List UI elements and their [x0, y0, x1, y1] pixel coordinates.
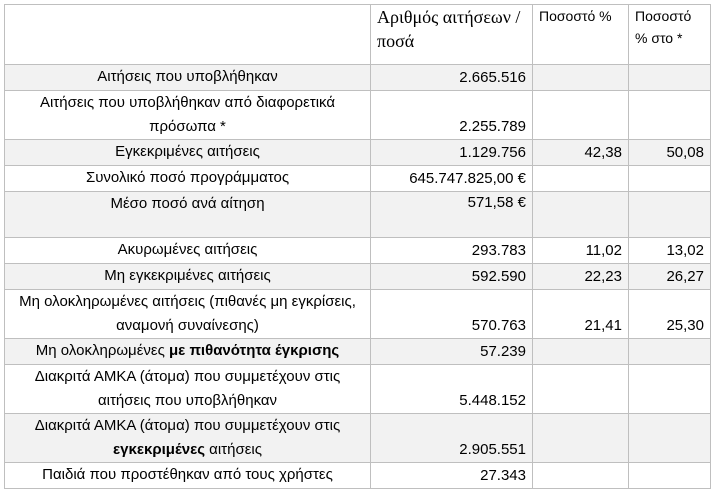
row-percent — [533, 414, 629, 463]
table-row — [5, 339, 711, 365]
header-count: Αριθμός αιτήσεων /ποσά — [371, 5, 533, 65]
row-label: Αιτήσεις που υποβλήθηκαν από διαφορετικά πρόσωπα * — [5, 91, 371, 140]
header-row — [5, 5, 711, 65]
row-value: 293.783 — [371, 238, 533, 264]
row-percent-of — [629, 166, 711, 192]
row-value: 2.665.516 — [371, 65, 533, 91]
row-percent — [533, 463, 629, 489]
table-row — [5, 91, 711, 140]
table-row — [5, 238, 711, 264]
row-value: 57.239 — [371, 339, 533, 365]
row-label-bold: εγκεκριμένες — [113, 441, 205, 458]
row-percent — [533, 339, 629, 365]
row-percent-of: 13,02 — [629, 238, 711, 264]
row-percent: 11,02 — [533, 238, 629, 264]
row-label-text: Διακριτά ΑΜΚΑ (άτομα) που συμμετέχουν στις — [34, 417, 341, 434]
row-label: Μέσο ποσό ανά αίτηση — [5, 192, 371, 238]
row-percent-of — [629, 365, 711, 414]
row-percent — [533, 365, 629, 414]
row-percent-of — [629, 339, 711, 365]
row-label: Μη εγκεκριμένες αιτήσεις — [5, 264, 371, 290]
row-percent — [533, 65, 629, 91]
row-label: Συνολικό ποσό προγράμματος — [5, 166, 371, 192]
row-percent: 22,23 — [533, 264, 629, 290]
row-label — [5, 414, 371, 463]
table-row — [5, 264, 711, 290]
row-value: 5.448.152 — [371, 365, 533, 414]
row-label: Ακυρωμένες αιτήσεις — [5, 238, 371, 264]
row-value: 570.763 — [371, 290, 533, 339]
row-value: 645.747.825,00 € — [371, 166, 533, 192]
table-row — [5, 365, 711, 414]
header-empty-cell — [5, 5, 371, 65]
row-label: Διακριτά ΑΜΚΑ (άτομα) που συμμετέχουν στις αιτήσεις που υποβλήθηκαν — [5, 365, 371, 414]
table-row — [5, 65, 711, 91]
row-percent-of — [629, 414, 711, 463]
row-label: Εγκεκριμένες αιτήσεις — [5, 140, 371, 166]
row-percent-of: 26,27 — [629, 264, 711, 290]
row-label: Αιτήσεις που υποβλήθηκαν — [5, 65, 371, 91]
row-label-bold: με πιθανότητα έγκρισης — [168, 342, 340, 359]
row-value-text: 571,58 € — [467, 194, 526, 211]
table-row — [5, 414, 711, 463]
row-percent: 42,38 — [533, 140, 629, 166]
row-value — [371, 192, 533, 238]
row-percent-of — [629, 91, 711, 140]
row-percent — [533, 166, 629, 192]
row-percent-of: 50,08 — [629, 140, 711, 166]
row-percent-of — [629, 463, 711, 489]
table-row — [5, 290, 711, 339]
table-row — [5, 192, 711, 238]
row-label-text: Μη ολοκληρωμένες — [35, 342, 169, 359]
row-label: Παιδιά που προστέθηκαν από τους χρήστες — [5, 463, 371, 489]
header-percent: Ποσοστό % — [533, 5, 629, 65]
row-percent-of: 25,30 — [629, 290, 711, 339]
row-value: 2.905.551 — [371, 414, 533, 463]
row-value: 27.343 — [371, 463, 533, 489]
row-percent-of — [629, 192, 711, 238]
header-percent-of: Ποσοστό % στο * — [629, 5, 711, 65]
table-row — [5, 463, 711, 489]
table-row — [5, 166, 711, 192]
row-value: 2.255.789 — [371, 91, 533, 140]
row-percent — [533, 192, 629, 238]
row-label — [5, 339, 371, 365]
row-percent: 21,41 — [533, 290, 629, 339]
row-label: Μη ολοκληρωμένες αιτήσεις (πιθανές μη εγκρίσεις, αναμονή συναίνεσης) — [5, 290, 371, 339]
row-label-suffix: αιτήσεις — [205, 441, 262, 458]
row-percent — [533, 91, 629, 140]
statistics-table — [4, 4, 711, 489]
table-row — [5, 140, 711, 166]
row-value: 592.590 — [371, 264, 533, 290]
row-percent-of — [629, 65, 711, 91]
row-value: 1.129.756 — [371, 140, 533, 166]
